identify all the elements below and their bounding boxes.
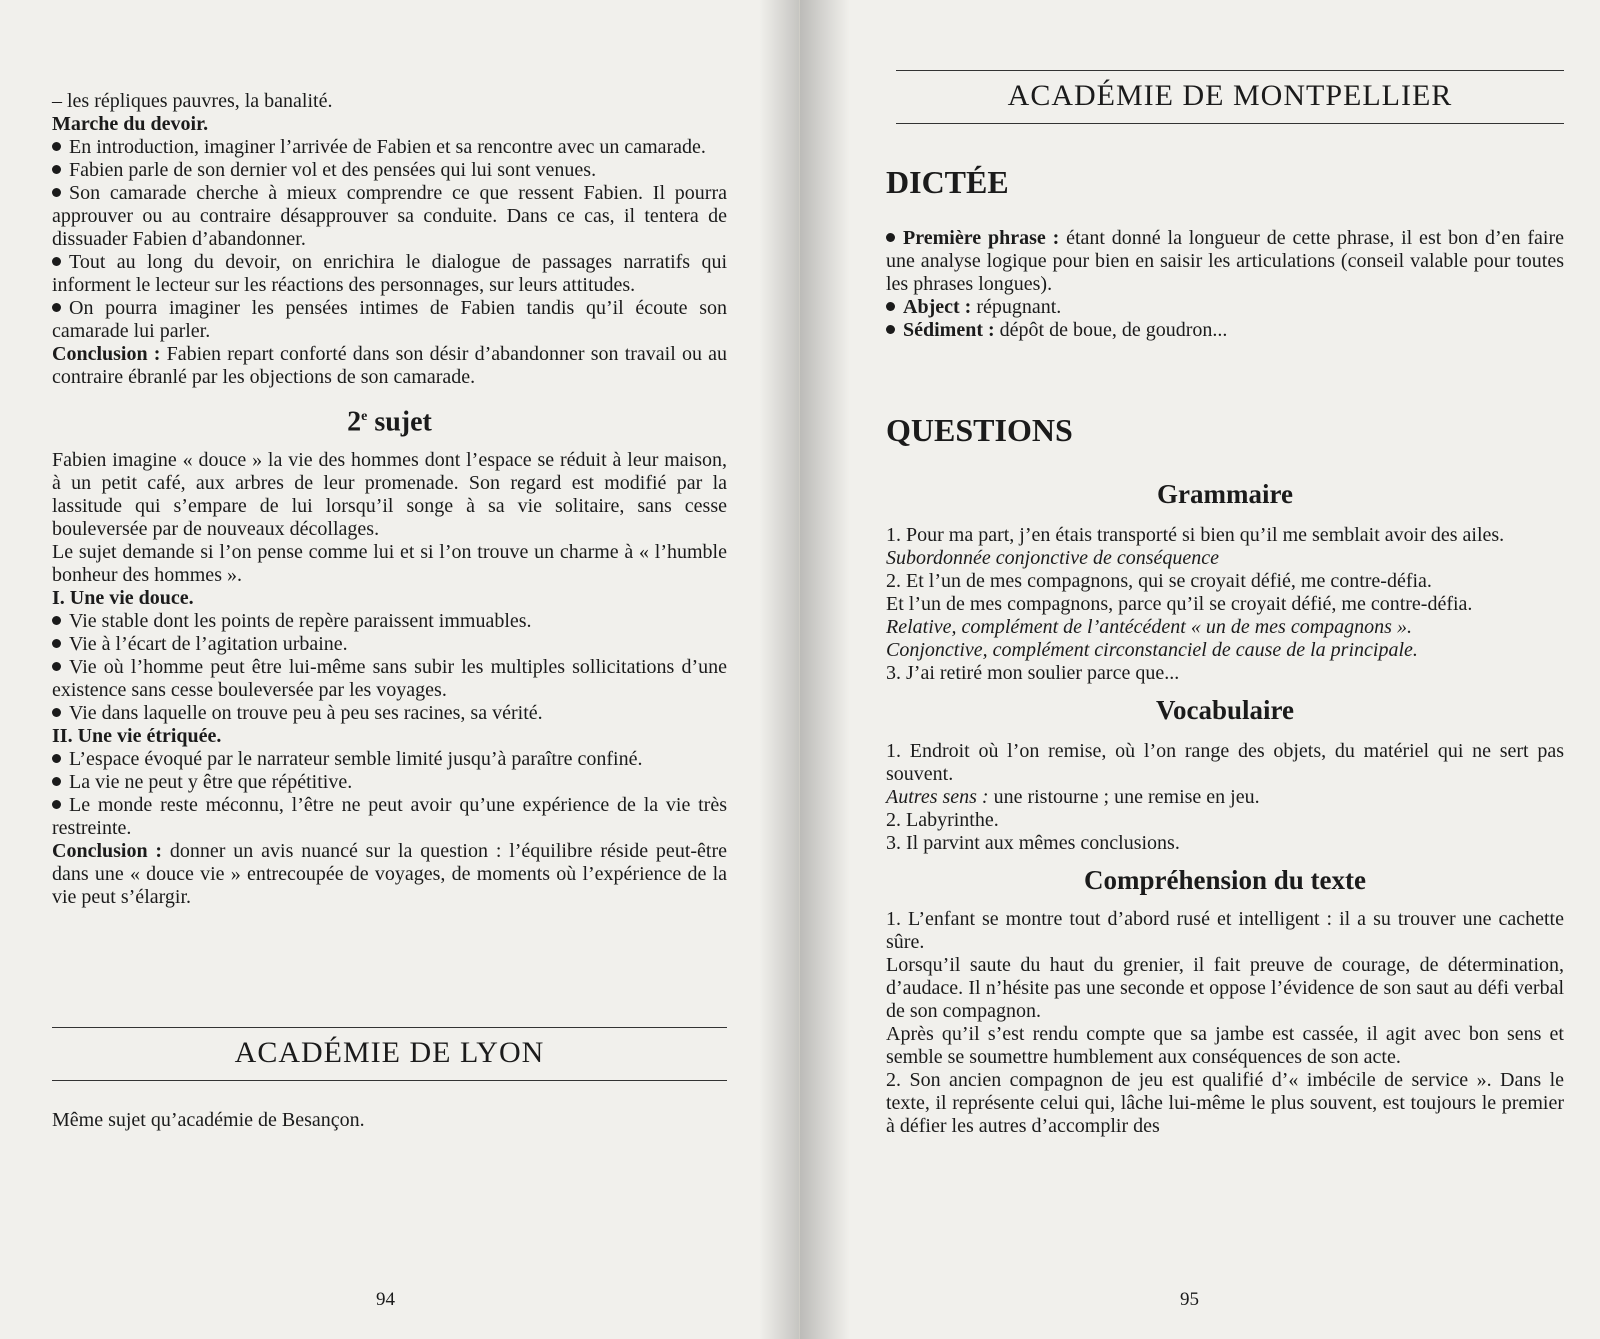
part-title: II. Une vie étriquée. bbox=[52, 725, 222, 748]
paragraph: 1. Endroit où l’on remise, où l’on range des objets, du matériel qui ne sert pas souvent. bbox=[886, 740, 1564, 785]
marche-title: Marche du devoir. bbox=[52, 113, 209, 135]
bullet-icon bbox=[52, 142, 61, 151]
grammaire-title: Grammaire bbox=[1157, 479, 1293, 509]
list-item bbox=[52, 251, 727, 297]
list-item-text: On pourra imaginer les pensées intimes de Fabien tandis qu’il écoute son camarade lui parler. bbox=[52, 297, 727, 342]
list-item bbox=[52, 159, 727, 182]
item-text: dépôt de boue, de goudron... bbox=[994, 319, 1228, 341]
vocabulaire-section bbox=[886, 740, 1564, 855]
list-item-text: Le monde reste méconnu, l’être ne peut avoir qu’une expérience de la vie très restreinte. bbox=[52, 794, 727, 840]
vocabulaire-title: Vocabulaire bbox=[1155, 695, 1295, 725]
italic-note: Subordonnée conjonctive de conséquence bbox=[886, 547, 1220, 569]
dictee-title: DICTÉE bbox=[886, 164, 1009, 200]
list-item-text: L’espace évoqué par le narrateur semble limité jusqu’à paraître confiné. bbox=[69, 748, 643, 771]
academie-title: ACADÉMIE DE MONTPELLIER bbox=[1007, 79, 1453, 112]
list-item-text: Vie stable dont les points de repère paraissent immuables. bbox=[69, 610, 532, 633]
bullet-icon bbox=[52, 800, 61, 809]
gutter-shadow bbox=[759, 0, 799, 1339]
bullet-icon bbox=[886, 325, 895, 334]
conclusion bbox=[52, 343, 727, 389]
italic-note: Relative, complément de l’antécédent « un de mes compagnons ». bbox=[886, 616, 1412, 638]
list-item bbox=[52, 656, 727, 702]
paragraph: 2. Labyrinthe. bbox=[886, 809, 999, 831]
comprehension-section bbox=[886, 908, 1564, 1138]
academie-lyon-block bbox=[52, 1027, 727, 1132]
paragraph: Et l’un de mes compagnons, parce qu’il se croyait défié, me contre-défia. bbox=[886, 593, 1473, 615]
bullet-icon bbox=[52, 257, 61, 266]
gutter-shadow bbox=[800, 0, 850, 1339]
paragraph bbox=[886, 786, 1564, 809]
list-item bbox=[52, 748, 727, 771]
bullet-icon bbox=[52, 662, 61, 671]
conclusion-label: Conclusion : bbox=[52, 343, 161, 365]
paragraph: 1. L’enfant se montre tout d’abord rusé et intelligent : il a su trouver une cachette sûre. bbox=[886, 908, 1564, 953]
list-item bbox=[52, 297, 727, 343]
page-number: 94 bbox=[376, 1289, 395, 1310]
item-text: étant donné la longueur de cette phrase, il est bon d’en faire une analyse logique pour bien en saisir les articulations (conseil valable pour toutes les phrases longues). bbox=[886, 227, 1564, 295]
bullet-icon bbox=[52, 639, 61, 648]
list-item-text: Tout au long du devoir, on enrichira le dialogue de passages narratifs qui informent le lecteur sur les réactions des personnages, sur leurs attitudes. bbox=[52, 251, 727, 296]
conclusion bbox=[52, 840, 727, 909]
item-label: Première phrase : bbox=[903, 227, 1060, 249]
list-item-text: La vie ne peut y être que répétitive. bbox=[69, 771, 353, 794]
italic-note: Conjonctive, complément circonstanciel de cause de la principale. bbox=[886, 639, 1418, 661]
paragraph: 1. Pour ma part, j’en étais transporté si bien qu’il me semblait avoir des ailes. bbox=[886, 524, 1505, 546]
bullet-icon bbox=[52, 303, 61, 312]
list-item bbox=[52, 794, 727, 840]
list-item-text: Vie dans laquelle on trouve peu à peu ses racines, sa vérité. bbox=[69, 702, 543, 725]
paragraph: Après qu’il s’est rendu compte que sa jambe est cassée, il agit avec bon sens et semble se soumettre humblement aux conséquences de son acte. bbox=[886, 1023, 1564, 1068]
divider bbox=[52, 1080, 727, 1081]
item-label: Abject : bbox=[903, 296, 972, 318]
left-text bbox=[52, 90, 727, 909]
list-item-text: Fabien parle de son dernier vol et des pensées qui lui sont venues. bbox=[69, 159, 597, 181]
list-item-text: En introduction, imaginer l’arrivée de Fabien et sa rencontre avec un camarade. bbox=[69, 136, 706, 158]
part-title: I. Une vie douce. bbox=[52, 587, 194, 610]
academie-montpellier-block bbox=[896, 70, 1564, 124]
bullet-icon bbox=[52, 188, 61, 197]
list-item-text: Vie à l’écart de l’agitation urbaine. bbox=[69, 633, 348, 656]
list-item bbox=[52, 633, 727, 656]
dictee-list bbox=[886, 227, 1564, 342]
paragraph: 2. Et l’un de mes compagnons, qui se croyait défié, me contre-défia. bbox=[886, 570, 1432, 592]
conclusion-text: donner un avis nuancé sur la question : l’équilibre réside peut-être dans une « douce vie » entrecoupée de voyages, de moments où l’expérience de la vie peut s’élargir. bbox=[52, 840, 727, 909]
conclusion-label: Conclusion : bbox=[52, 840, 163, 863]
sujet-heading bbox=[52, 405, 727, 438]
paragraph: Le sujet demande si l’on pense comme lui et si l’on trouve un charme à « l’humble bonheur des hommes ». bbox=[52, 541, 727, 587]
paragraph: 2. Son ancien compagnon de jeu est qualifié d’« imbécile de service ». Dans le texte, il représente celui qui, lâche lui-même le plus souvent, est toujours le premier à défier les autres d’accomplir des bbox=[886, 1069, 1564, 1137]
conclusion-text: Fabien repart conforté dans son désir d’abandonner son travail ou au contraire ébranlé par les objections de son camarade. bbox=[52, 343, 727, 388]
italic-label: Autres sens : bbox=[886, 786, 989, 808]
comprehension-title: Compréhension du texte bbox=[1084, 865, 1366, 895]
list-item bbox=[886, 319, 1564, 342]
list-item bbox=[52, 702, 727, 725]
list-item bbox=[886, 227, 1564, 296]
bullet-icon bbox=[52, 777, 61, 786]
paragraph: Lorsqu’il saute du haut du grenier, il fait preuve de courage, de détermination, d’audace. Il n’hésite pas une seconde et oppose l’évidence de son saut au défi verbal de son compagnon. bbox=[886, 954, 1564, 1022]
sujet-sup: e bbox=[361, 409, 368, 424]
right-page bbox=[800, 0, 1600, 1339]
bullet-icon bbox=[52, 616, 61, 625]
paragraph: 3. Il parvint aux mêmes conclusions. bbox=[886, 832, 1180, 854]
list-item bbox=[52, 771, 727, 794]
list-item bbox=[52, 182, 727, 251]
list-item-text: Vie où l’homme peut être lui-même sans subir les multiples sollicitations d’une existence sans cesse bouleversée par les voyages. bbox=[52, 656, 727, 702]
list-item-text: Son camarade cherche à mieux comprendre ce que ressent Fabien. Il pourra approuver ou au contraire désapprouver sa conduite. Dans ce cas, il tentera de dissuader Fabien d’abandonner. bbox=[52, 182, 727, 250]
grammaire-section bbox=[886, 524, 1564, 685]
list-item bbox=[52, 610, 727, 633]
list-item bbox=[52, 136, 727, 159]
bullet-icon bbox=[52, 165, 61, 174]
page-number: 95 bbox=[1180, 1289, 1199, 1310]
bullet-icon bbox=[52, 754, 61, 763]
sujet-word: sujet bbox=[367, 406, 432, 438]
item-text: répugnant. bbox=[971, 296, 1062, 318]
academie-title: ACADÉMIE DE LYON bbox=[234, 1036, 545, 1070]
paragraph-text: une ristourne ; une remise en jeu. bbox=[988, 786, 1260, 808]
sujet-number: 2 bbox=[347, 406, 362, 438]
item-label: Sédiment : bbox=[903, 319, 995, 341]
paragraph: 3. J’ai retiré mon soulier parce que... bbox=[886, 662, 1180, 684]
bullet-icon bbox=[886, 302, 895, 311]
academie-text: Même sujet qu’académie de Besançon. bbox=[52, 1109, 365, 1132]
text-line: – les répliques pauvres, la banalité. bbox=[52, 90, 333, 112]
bullet-icon bbox=[886, 233, 895, 242]
paragraph: Fabien imagine « douce » la vie des hommes dont l’espace se réduit à leur maison, à un petit café, aux arbres de leur promenade. Son regard est modifié par la lassitude qui s’empare de lui lorsqu’il songe à sa vie solitaire, sans cesse bouleversée par de nouveaux décollages. bbox=[52, 449, 727, 541]
divider bbox=[896, 123, 1564, 124]
bullet-icon bbox=[52, 708, 61, 717]
questions-title: QUESTIONS bbox=[886, 412, 1073, 448]
list-item bbox=[886, 296, 1564, 319]
